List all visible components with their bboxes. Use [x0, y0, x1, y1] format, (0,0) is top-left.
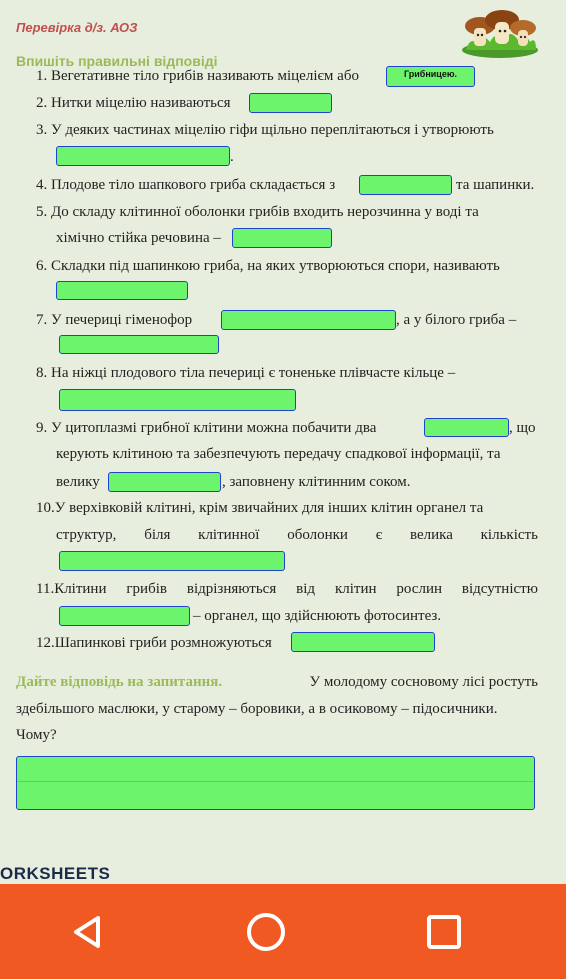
answer-field-12[interactable]	[291, 632, 435, 652]
word: велика	[409, 527, 453, 543]
question-12-text: 12.Шапинкові гриби розмножуються	[36, 635, 272, 651]
task-answer-field[interactable]	[16, 756, 535, 810]
answer-field-2[interactable]	[249, 93, 332, 113]
question-11-line-1	[36, 581, 538, 598]
section-title: Впишіть правильні відповіді	[16, 53, 218, 69]
home-button[interactable]	[244, 910, 288, 954]
word: відрізняються	[186, 581, 277, 597]
word: структур,	[56, 527, 117, 543]
question-4-tail: та шапинки.	[456, 177, 535, 193]
back-icon	[68, 912, 108, 952]
question-9-line-3-end: , заповнену клітинним соком.	[222, 474, 411, 490]
task-line-1	[16, 674, 538, 691]
home-icon	[244, 910, 288, 954]
brand-label: ORKSHEETS	[0, 864, 111, 883]
answer-field-4[interactable]	[359, 175, 452, 195]
answer-field-6[interactable]	[56, 281, 188, 300]
word: біля	[144, 527, 171, 543]
question-7-text: 7. У печериці гіменофор	[36, 312, 193, 328]
answer-field-9a[interactable]	[424, 418, 509, 437]
word: клітинної	[198, 527, 260, 543]
question-3-tail: .	[230, 149, 234, 165]
recents-icon	[424, 912, 464, 952]
question-9-line-1-tail: , що	[509, 420, 536, 436]
word: грибів	[126, 581, 167, 597]
answer-field-9b[interactable]	[108, 472, 221, 492]
question-2-text: 2. Нитки міцелію називаються	[36, 95, 231, 111]
question-3-text: 3. У деяких частинах міцелію гіфи щільно переплітаються і утворюють	[36, 122, 494, 138]
page-title: Перевірка д/з. АОЗ	[16, 20, 138, 35]
answer-field-5[interactable]	[232, 228, 332, 248]
navigation-bar	[0, 884, 566, 979]
answer-field-7a[interactable]	[221, 310, 396, 330]
question-9-line-1: 9. У цитоплазмі грибної клітини можна побачити два	[36, 420, 377, 436]
question-1-text: 1. Вегетативне тіло грибів називають міцелієм або	[36, 68, 359, 84]
question-5-line-2: хімічно стійка речовина –	[56, 230, 221, 246]
question-9-line-2: керують клітиною та забезпечують передачу спадкової інформації, та	[56, 446, 501, 462]
question-9-line-3-start: велику	[56, 474, 100, 490]
divider	[17, 781, 534, 782]
word: оболонки	[287, 527, 348, 543]
word: клітин	[334, 581, 377, 597]
word: є	[375, 527, 383, 543]
question-4-text: 4. Плодове тіло шапкового гриба складається з	[36, 177, 336, 193]
answer-field-1[interactable]	[386, 66, 475, 87]
answer-field-11[interactable]	[59, 606, 190, 626]
answer-field-3[interactable]	[56, 146, 230, 166]
answer-field-7b[interactable]	[59, 335, 219, 354]
task-line-2: здебільшого маслюки, у старому – боровики, а в осиковому – підосичники.	[16, 701, 498, 717]
question-7-tail: , а у білого гриба –	[396, 312, 517, 328]
answer-1-value: Грибницею.	[403, 69, 458, 79]
word: відсутністю	[461, 581, 538, 597]
task-line-3: Чому?	[16, 727, 57, 743]
task-line-1-rest: У молодому сосновому лісі ростуть	[309, 674, 538, 690]
question-10-line-2	[56, 527, 538, 544]
word: 11.Клітини	[36, 581, 107, 597]
word: кількість	[480, 527, 538, 543]
word: від	[296, 581, 316, 597]
word: рослин	[396, 581, 442, 597]
back-button[interactable]	[66, 910, 110, 954]
question-8-text: 8. На ніжці плодового тіла печериці є тоненьке плівчасте кільце –	[36, 365, 456, 381]
recents-button[interactable]	[422, 910, 466, 954]
answer-field-10[interactable]	[59, 551, 285, 571]
task-title: Дайте відповідь на запитання.	[16, 674, 223, 690]
mushroom-logo	[460, 6, 540, 58]
question-5-line-1: 5. До складу клітинної оболонки грибів входить нерозчинна у воді та	[36, 204, 479, 220]
answer-field-8[interactable]	[59, 389, 296, 411]
question-11-line-2: – органел, що здійснюють фотосинтез.	[193, 608, 442, 624]
question-10-line-1: 10.У верхівковій клітині, крім звичайних для інших клітин органел та	[36, 500, 484, 516]
question-6-text: 6. Складки під шапинкою гриба, на яких утворюються спори, називають	[36, 258, 500, 274]
